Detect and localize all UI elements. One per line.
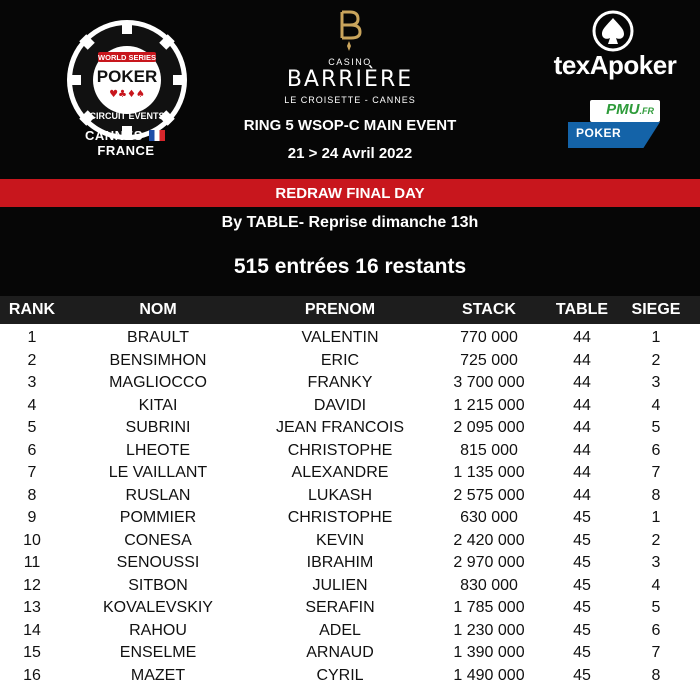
table-row bbox=[0, 371, 700, 394]
cell-nom: BENSIMHON bbox=[78, 352, 238, 369]
cell-rank: 10 bbox=[2, 532, 62, 549]
cell-stack: 630 000 bbox=[440, 509, 538, 526]
header-siege: SIEGE bbox=[624, 301, 688, 319]
cell-siege: 3 bbox=[624, 374, 688, 391]
cell-rank: 7 bbox=[2, 464, 62, 481]
cell-stack: 2 575 000 bbox=[440, 487, 538, 504]
cell-nom: MAGLIOCCO bbox=[78, 374, 238, 391]
cell-nom: SENOUSSI bbox=[78, 554, 238, 571]
cell-siege: 3 bbox=[624, 554, 688, 571]
table-row bbox=[0, 641, 700, 664]
cell-stack: 3 700 000 bbox=[440, 374, 538, 391]
cell-stack: 1 230 000 bbox=[440, 622, 538, 639]
cell-table: 45 bbox=[552, 644, 612, 661]
cell-prenom: ADEL bbox=[262, 622, 418, 639]
cell-rank: 3 bbox=[2, 374, 62, 391]
cell-siege: 1 bbox=[624, 329, 688, 346]
cell-rank: 14 bbox=[2, 622, 62, 639]
wsop-top-text: WORLD SERIES bbox=[98, 53, 156, 62]
cell-stack: 1 785 000 bbox=[440, 599, 538, 616]
pmu-poker-logo bbox=[568, 100, 660, 148]
table-row bbox=[0, 349, 700, 372]
cell-rank: 12 bbox=[2, 577, 62, 594]
wsop-city: CANNES bbox=[85, 128, 143, 143]
cell-prenom: JULIEN bbox=[262, 577, 418, 594]
table-row bbox=[0, 394, 700, 417]
cell-rank: 15 bbox=[2, 644, 62, 661]
cell-nom: POMMIER bbox=[78, 509, 238, 526]
texapoker-spade-icon bbox=[592, 10, 634, 52]
wsop-country: FRANCE bbox=[97, 143, 154, 158]
cell-table: 44 bbox=[552, 352, 612, 369]
cell-table: 45 bbox=[552, 667, 612, 684]
cell-nom: MAZET bbox=[78, 667, 238, 684]
cell-stack: 830 000 bbox=[440, 577, 538, 594]
cell-rank: 13 bbox=[2, 599, 62, 616]
cell-table: 44 bbox=[552, 464, 612, 481]
cell-table: 45 bbox=[552, 622, 612, 639]
cell-table: 44 bbox=[552, 442, 612, 459]
cell-stack: 1 135 000 bbox=[440, 464, 538, 481]
svg-text:♥♣♦♠: ♥♣♦♠ bbox=[109, 89, 145, 100]
cell-stack: 2 095 000 bbox=[440, 419, 538, 436]
table-row bbox=[0, 551, 700, 574]
wsop-country-label bbox=[56, 128, 196, 158]
header-rank: RANK bbox=[2, 301, 62, 319]
cell-prenom: CHRISTOPHE bbox=[262, 509, 418, 526]
cell-nom: RUSLAN bbox=[78, 487, 238, 504]
wsop-ring-text: CIRCUIT EVENTS bbox=[89, 111, 164, 121]
cell-prenom: DAVIDI bbox=[262, 397, 418, 414]
cell-table: 44 bbox=[552, 329, 612, 346]
table-row bbox=[0, 326, 700, 349]
cell-prenom: KEVIN bbox=[262, 532, 418, 549]
cell-table: 45 bbox=[552, 599, 612, 616]
cell-siege: 5 bbox=[624, 419, 688, 436]
table-row bbox=[0, 506, 700, 529]
cell-nom: KOVALEVSKIY bbox=[78, 599, 238, 616]
entries-count: 515 entrées 16 restants bbox=[0, 255, 700, 279]
cell-nom: LE VAILLANT bbox=[78, 464, 238, 481]
table-row bbox=[0, 461, 700, 484]
event-subtitle: By TABLE- Reprise dimanche 13h bbox=[0, 214, 700, 232]
header-prenom: PRENOM bbox=[262, 301, 418, 319]
cell-prenom: SERAFIN bbox=[262, 599, 418, 616]
barriere-b-logo-icon bbox=[334, 8, 364, 52]
banner-text: REDRAW FINAL DAY bbox=[0, 185, 700, 202]
cell-stack: 2 420 000 bbox=[440, 532, 538, 549]
cell-nom: BRAULT bbox=[78, 329, 238, 346]
cell-stack: 770 000 bbox=[440, 329, 538, 346]
cell-prenom: ALEXANDRE bbox=[262, 464, 418, 481]
header-table: TABLE bbox=[552, 301, 612, 319]
cell-table: 45 bbox=[552, 577, 612, 594]
cell-rank: 1 bbox=[2, 329, 62, 346]
casino-name: BARRIÈRE bbox=[250, 67, 450, 92]
cell-prenom: CHRISTOPHE bbox=[262, 442, 418, 459]
table-row bbox=[0, 484, 700, 507]
cell-prenom: LUKASH bbox=[262, 487, 418, 504]
cell-prenom: ERIC bbox=[262, 352, 418, 369]
cell-rank: 8 bbox=[2, 487, 62, 504]
cell-siege: 4 bbox=[624, 577, 688, 594]
france-flag-icon bbox=[149, 130, 165, 141]
header-nom: NOM bbox=[78, 301, 238, 319]
table-row bbox=[0, 439, 700, 462]
cell-stack: 815 000 bbox=[440, 442, 538, 459]
cell-prenom: IBRAHIM bbox=[262, 554, 418, 571]
cell-table: 45 bbox=[552, 509, 612, 526]
cell-siege: 7 bbox=[624, 464, 688, 481]
cell-stack: 725 000 bbox=[440, 352, 538, 369]
table-row bbox=[0, 574, 700, 597]
cell-rank: 11 bbox=[2, 554, 62, 571]
cell-siege: 8 bbox=[624, 487, 688, 504]
table-row bbox=[0, 619, 700, 642]
event-dates: 21 > 24 Avril 2022 bbox=[200, 145, 500, 162]
cell-rank: 9 bbox=[2, 509, 62, 526]
cell-stack: 2 970 000 bbox=[440, 554, 538, 571]
cell-rank: 4 bbox=[2, 397, 62, 414]
casino-location: LE CROISETTE - CANNES bbox=[250, 95, 450, 105]
pmu-logo-box bbox=[590, 100, 660, 122]
table-row bbox=[0, 596, 700, 619]
cell-siege: 1 bbox=[624, 509, 688, 526]
header-stack: STACK bbox=[440, 301, 538, 319]
cell-prenom: ARNAUD bbox=[262, 644, 418, 661]
table-body bbox=[0, 326, 700, 686]
cell-prenom: JEAN FRANCOIS bbox=[262, 419, 418, 436]
cell-prenom: FRANKY bbox=[262, 374, 418, 391]
cell-table: 45 bbox=[552, 532, 612, 549]
cell-siege: 4 bbox=[624, 397, 688, 414]
header-banner bbox=[0, 0, 700, 296]
cell-siege: 2 bbox=[624, 532, 688, 549]
cell-table: 44 bbox=[552, 397, 612, 414]
event-title: RING 5 WSOP-C MAIN EVENT bbox=[200, 117, 500, 134]
cell-siege: 6 bbox=[624, 622, 688, 639]
casino-label: CASINO bbox=[250, 57, 450, 67]
cell-prenom: CYRIL bbox=[262, 667, 418, 684]
cell-table: 45 bbox=[552, 554, 612, 571]
cell-rank: 6 bbox=[2, 442, 62, 459]
cell-siege: 5 bbox=[624, 599, 688, 616]
wsop-main-text: POKER bbox=[97, 67, 157, 86]
texapoker-logo-text: texApoker bbox=[540, 50, 690, 81]
cell-rank: 2 bbox=[2, 352, 62, 369]
cell-prenom: VALENTIN bbox=[262, 329, 418, 346]
cell-stack: 1 215 000 bbox=[440, 397, 538, 414]
cell-table: 44 bbox=[552, 487, 612, 504]
cell-nom: SUBRINI bbox=[78, 419, 238, 436]
cell-rank: 5 bbox=[2, 419, 62, 436]
cell-siege: 7 bbox=[624, 644, 688, 661]
cell-table: 44 bbox=[552, 374, 612, 391]
table-row bbox=[0, 529, 700, 552]
pmu-poker-text: POKER bbox=[576, 126, 621, 140]
cell-nom: ENSELME bbox=[78, 644, 238, 661]
table-row bbox=[0, 416, 700, 439]
cell-siege: 6 bbox=[624, 442, 688, 459]
cell-stack: 1 490 000 bbox=[440, 667, 538, 684]
cell-siege: 2 bbox=[624, 352, 688, 369]
cell-nom: CONESA bbox=[78, 532, 238, 549]
pmu-logo-text: PMU bbox=[606, 101, 639, 118]
pmu-logo-suffix: .FR bbox=[640, 106, 655, 116]
cell-nom: RAHOU bbox=[78, 622, 238, 639]
cell-nom: LHEOTE bbox=[78, 442, 238, 459]
cell-nom: KITAI bbox=[78, 397, 238, 414]
cell-rank: 16 bbox=[2, 667, 62, 684]
cell-nom: SITBON bbox=[78, 577, 238, 594]
cell-stack: 1 390 000 bbox=[440, 644, 538, 661]
cell-table: 44 bbox=[552, 419, 612, 436]
cell-siege: 8 bbox=[624, 667, 688, 684]
